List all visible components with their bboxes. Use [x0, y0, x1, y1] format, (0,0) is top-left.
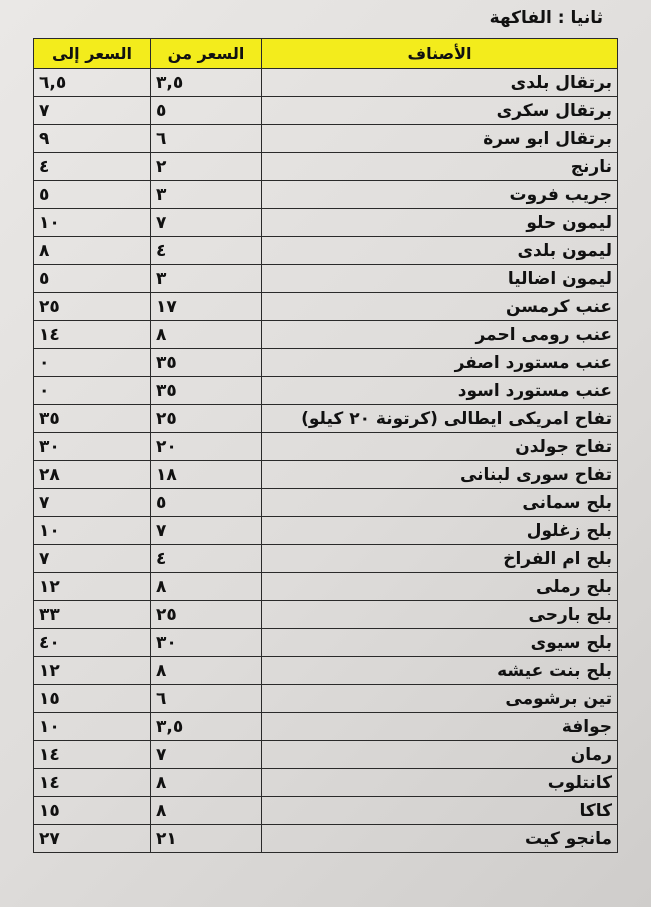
price-from: ٦ [151, 125, 262, 153]
table-header-row [34, 39, 618, 69]
price-from: ٥ [151, 97, 262, 125]
item-name: بلح زغلول [262, 517, 618, 545]
price-from: ٨ [151, 769, 262, 797]
price-from: ٦ [151, 685, 262, 713]
price-from: ٨ [151, 321, 262, 349]
item-name: نارنج [262, 153, 618, 181]
price-from: ٨ [151, 573, 262, 601]
price-to: ١٢ [34, 657, 151, 685]
price-to: ١٤ [34, 321, 151, 349]
item-name: تين برشومى [262, 685, 618, 713]
price-from: ٣٥ [151, 349, 262, 377]
price-from: ٣ [151, 265, 262, 293]
table-row [34, 265, 618, 293]
table-row [34, 713, 618, 741]
price-to: ١٠ [34, 713, 151, 741]
price-from: ٣,٥ [151, 69, 262, 97]
price-to: ٥ [34, 181, 151, 209]
table-row [34, 629, 618, 657]
fruit-price-table [33, 38, 618, 853]
item-name: بلح سيوى [262, 629, 618, 657]
price-to: ١٠ [34, 517, 151, 545]
table-row [34, 489, 618, 517]
table-row [34, 349, 618, 377]
item-name: كانتلوب [262, 769, 618, 797]
price-from: ١٧ [151, 293, 262, 321]
price-from: ٢ [151, 153, 262, 181]
item-name: بلح رملى [262, 573, 618, 601]
price-to: ١٤ [34, 741, 151, 769]
price-from: ٢٥ [151, 405, 262, 433]
table-row [34, 657, 618, 685]
price-from: ٢٠ [151, 433, 262, 461]
price-to: ٧ [34, 489, 151, 517]
item-name: رمان [262, 741, 618, 769]
table-row [34, 125, 618, 153]
table-row [34, 433, 618, 461]
header-items: الأصناف [262, 39, 618, 69]
price-to: ١٢ [34, 573, 151, 601]
price-to: ٢٨ [34, 461, 151, 489]
item-name: برتقال بلدى [262, 69, 618, 97]
table-row [34, 741, 618, 769]
item-name: برتقال ابو سرة [262, 125, 618, 153]
item-name: بلح بارحى [262, 601, 618, 629]
price-to: ٩ [34, 125, 151, 153]
price-from: ٣ [151, 181, 262, 209]
table-row [34, 153, 618, 181]
price-from: ٤ [151, 545, 262, 573]
table-row [34, 461, 618, 489]
price-to: ٨ [34, 237, 151, 265]
table-row [34, 405, 618, 433]
price-from: ٨ [151, 797, 262, 825]
table-row [34, 209, 618, 237]
price-from: ٧ [151, 209, 262, 237]
price-to: ١٤ [34, 769, 151, 797]
price-to: ١٥ [34, 797, 151, 825]
price-to: ٦,٥ [34, 69, 151, 97]
price-to: ٢٥ [34, 293, 151, 321]
price-from: ٤ [151, 237, 262, 265]
item-name: جوافة [262, 713, 618, 741]
price-to: ٠ [34, 349, 151, 377]
section-title: ثانيا : الفاكهة [489, 8, 603, 28]
table-body [34, 69, 618, 853]
item-name: بلح بنت عيشه [262, 657, 618, 685]
price-from: ٧ [151, 741, 262, 769]
table-row [34, 237, 618, 265]
table-row [34, 321, 618, 349]
item-name: عنب مستورد اصفر [262, 349, 618, 377]
item-name: تفاح امريكى ايطالى (كرتونة ٢٠ كيلو) [262, 405, 618, 433]
item-name: عنب مستورد اسود [262, 377, 618, 405]
table-row [34, 517, 618, 545]
table-row [34, 97, 618, 125]
price-to: ٣٣ [34, 601, 151, 629]
price-from: ٣٠ [151, 629, 262, 657]
table-row [34, 797, 618, 825]
price-from: ٢٥ [151, 601, 262, 629]
table-row [34, 181, 618, 209]
table-row [34, 377, 618, 405]
price-to: ٧ [34, 97, 151, 125]
item-name: بلح ام الفراخ [262, 545, 618, 573]
item-name: بلح سمانى [262, 489, 618, 517]
price-to: ٧ [34, 545, 151, 573]
item-name: عنب كرمسن [262, 293, 618, 321]
header-price-to: السعر إلى [34, 39, 151, 69]
price-from: ١٨ [151, 461, 262, 489]
table-row [34, 685, 618, 713]
item-name: ليمون اضاليا [262, 265, 618, 293]
price-from: ٢١ [151, 825, 262, 853]
item-name: كاكا [262, 797, 618, 825]
price-from: ٥ [151, 489, 262, 517]
item-name: عنب رومى احمر [262, 321, 618, 349]
price-to: ٥ [34, 265, 151, 293]
table-row [34, 825, 618, 853]
table-row [34, 69, 618, 97]
item-name: ليمون حلو [262, 209, 618, 237]
price-from: ٧ [151, 517, 262, 545]
table-row [34, 769, 618, 797]
item-name: ليمون بلدى [262, 237, 618, 265]
table-row [34, 601, 618, 629]
item-name: مانجو كيت [262, 825, 618, 853]
item-name: برتقال سكرى [262, 97, 618, 125]
header-price-from: السعر من [151, 39, 262, 69]
price-from: ٣,٥ [151, 713, 262, 741]
item-name: جريب فروت [262, 181, 618, 209]
price-to: ٣٥ [34, 405, 151, 433]
price-to: ١٥ [34, 685, 151, 713]
price-to: ٠ [34, 377, 151, 405]
price-to: ٤٠ [34, 629, 151, 657]
price-to: ١٠ [34, 209, 151, 237]
price-from: ٨ [151, 657, 262, 685]
item-name: تفاح سورى لبنانى [262, 461, 618, 489]
price-to: ٣٠ [34, 433, 151, 461]
table-row [34, 545, 618, 573]
price-from: ٣٥ [151, 377, 262, 405]
price-to: ٢٧ [34, 825, 151, 853]
price-to: ٤ [34, 153, 151, 181]
table-row [34, 573, 618, 601]
table-row [34, 293, 618, 321]
item-name: تفاح جولدن [262, 433, 618, 461]
